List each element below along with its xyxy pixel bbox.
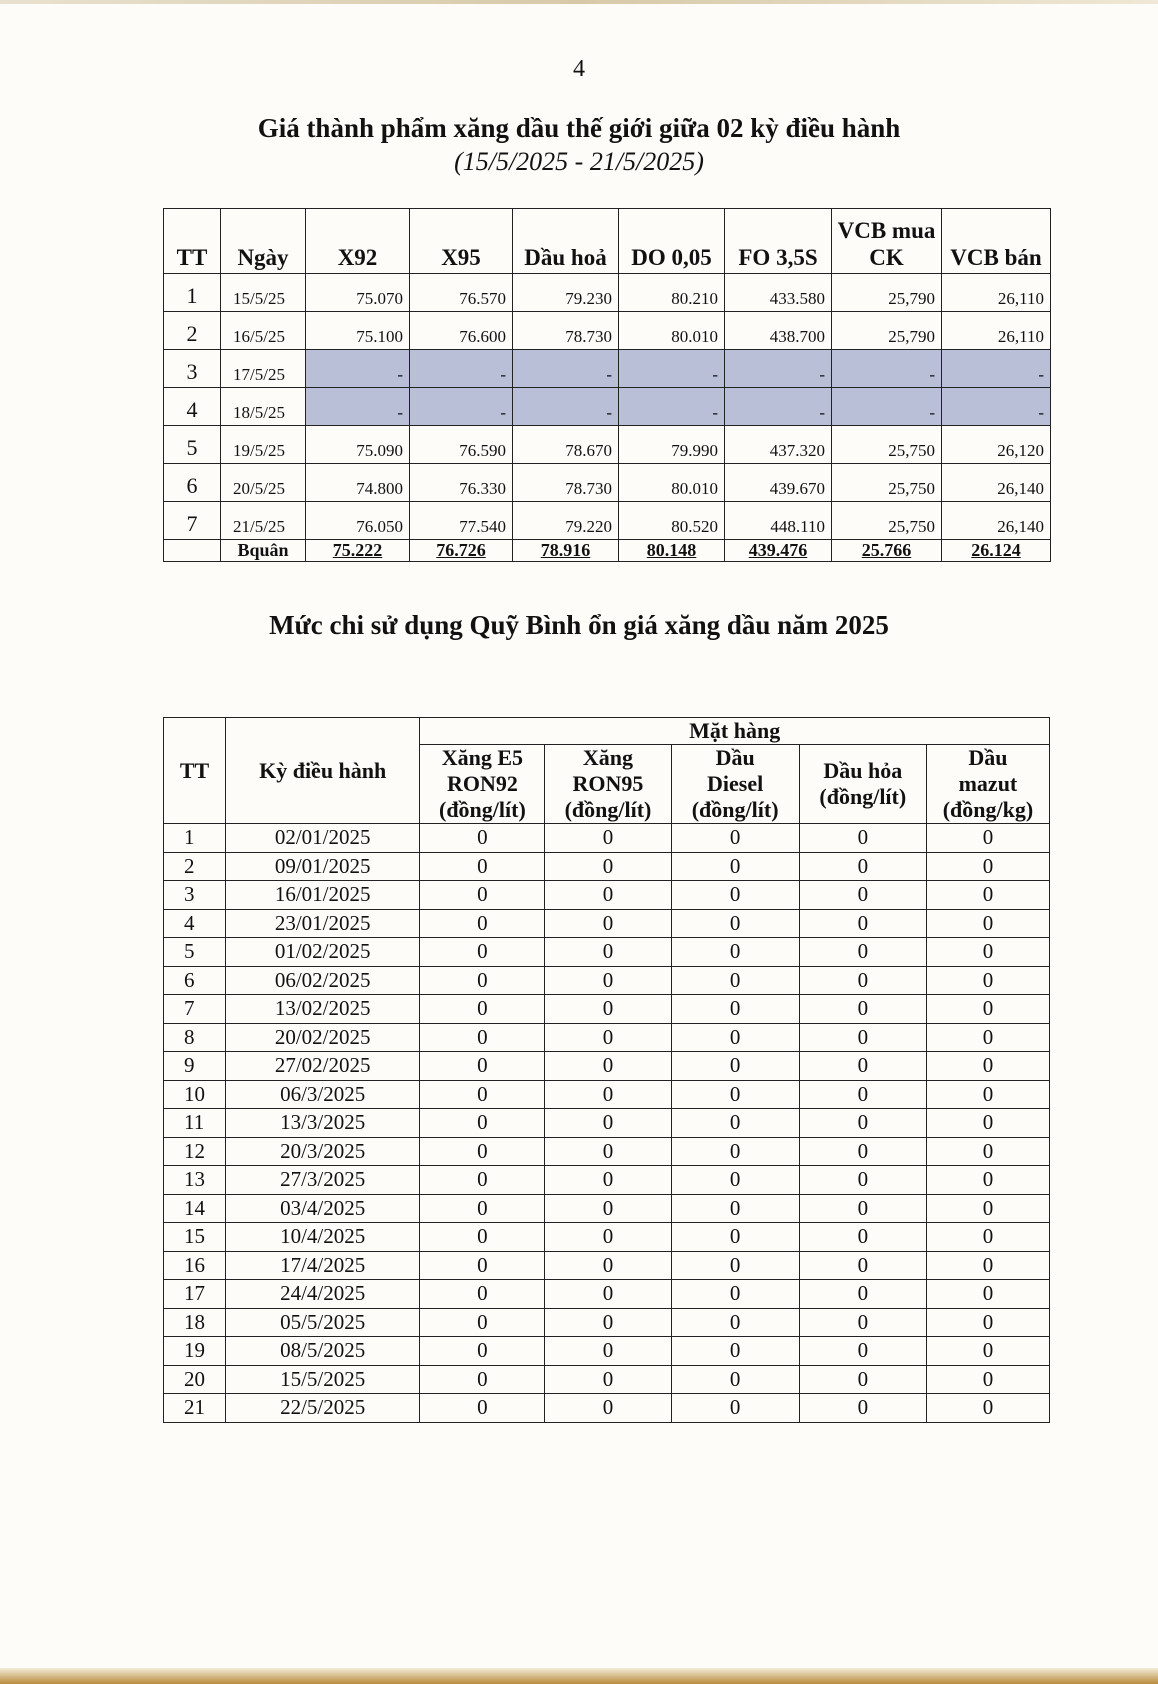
fund-cell: 0: [545, 1023, 671, 1052]
fund-cell: 0: [926, 1280, 1049, 1309]
fund-cell: 0: [545, 938, 671, 967]
row-tt: 7: [164, 502, 221, 540]
fund-cell: 0: [926, 995, 1049, 1024]
fund-cell: 0: [799, 1052, 926, 1081]
price-cell: 76.570: [410, 274, 513, 312]
row-period: 24/4/2025: [226, 1280, 420, 1309]
row-tt: 6: [164, 464, 221, 502]
stabilization-fund-table: [163, 717, 1050, 1423]
fund-cell: 0: [545, 1052, 671, 1081]
row-period: 27/02/2025: [226, 1052, 420, 1081]
table-row: [164, 350, 1051, 388]
header-product-line: (đồng/kg): [942, 797, 1034, 822]
fund-cell: 0: [926, 1223, 1049, 1252]
table-row: [164, 1365, 1050, 1394]
world-price-table: [163, 208, 1051, 562]
fund-cell: 0: [671, 1137, 799, 1166]
price-cell: 438.700: [725, 312, 832, 350]
fund-cell: 0: [545, 1080, 671, 1109]
price-cell: -: [410, 388, 513, 426]
fund-cell: 0: [420, 1137, 545, 1166]
row-period: 27/3/2025: [226, 1166, 420, 1195]
price-cell: 26,140: [942, 502, 1051, 540]
row-tt: 20: [164, 1365, 226, 1394]
fund-cell: 0: [420, 1194, 545, 1223]
fund-cell: 0: [420, 881, 545, 910]
fund-cell: 0: [671, 995, 799, 1024]
header-vcb-buy: VCB mua CK: [832, 209, 942, 274]
row-date: 20/5/25: [221, 464, 306, 502]
table-row: [164, 1394, 1050, 1423]
fund-cell: 0: [420, 1080, 545, 1109]
row-tt: 10: [164, 1080, 226, 1109]
price-cell: -: [619, 350, 725, 388]
table-row: [164, 426, 1051, 464]
price-cell: 437.320: [725, 426, 832, 464]
fund-cell: 0: [926, 938, 1049, 967]
row-tt: 19: [164, 1337, 226, 1366]
header-product-line: (đồng/lít): [564, 797, 652, 822]
fund-cell: 0: [926, 1166, 1049, 1195]
page-number: 4: [573, 56, 585, 82]
fund-cell: 0: [420, 1280, 545, 1309]
row-tt: 3: [164, 350, 221, 388]
fund-cell: 0: [671, 1166, 799, 1195]
fund-cell: 0: [420, 1052, 545, 1081]
fund-cell: 0: [545, 1394, 671, 1423]
row-period: 23/01/2025: [226, 909, 420, 938]
paper-bottom-edge: [0, 1668, 1158, 1684]
header-product-line: Dầu hỏa: [823, 758, 903, 783]
price-cell: 76.600: [410, 312, 513, 350]
price-cell: -: [942, 350, 1051, 388]
price-cell: 26,110: [942, 274, 1051, 312]
header-tt: TT: [164, 209, 221, 274]
fund-cell: 0: [545, 852, 671, 881]
fund-cell: 0: [926, 881, 1049, 910]
fund-cell: 0: [671, 938, 799, 967]
header-product: [671, 745, 799, 824]
table-row: [164, 1137, 1050, 1166]
fund-cell: 0: [799, 1365, 926, 1394]
table-row: [164, 1308, 1050, 1337]
row-tt: 3: [164, 881, 226, 910]
fund-cell: 0: [671, 1052, 799, 1081]
average-cell: 78.916: [513, 540, 619, 562]
fund-cell: 0: [926, 1080, 1049, 1109]
fund-cell: 0: [671, 909, 799, 938]
row-period: 13/02/2025: [226, 995, 420, 1024]
row-period: 01/02/2025: [226, 938, 420, 967]
fund-cell: 0: [671, 1308, 799, 1337]
price-cell: 433.580: [725, 274, 832, 312]
fund-cell: 0: [420, 1308, 545, 1337]
average-tt-cell: [164, 540, 221, 562]
fund-cell: 0: [799, 1109, 926, 1138]
row-period: 06/3/2025: [226, 1080, 420, 1109]
fund-cell: 0: [545, 1109, 671, 1138]
price-cell: 80.210: [619, 274, 725, 312]
fund-cell: 0: [799, 1337, 926, 1366]
row-tt: 18: [164, 1308, 226, 1337]
fund-cell: 0: [799, 995, 926, 1024]
fund-cell: 0: [671, 881, 799, 910]
fund-cell: 0: [420, 1023, 545, 1052]
fund-cell: 0: [799, 1194, 926, 1223]
row-date: 21/5/25: [221, 502, 306, 540]
fund-cell: 0: [545, 1166, 671, 1195]
price-cell: -: [513, 350, 619, 388]
fund-cell: 0: [545, 1337, 671, 1366]
fund-cell: 0: [926, 909, 1049, 938]
table-row: [164, 1223, 1050, 1252]
header-product: [545, 745, 671, 824]
price-cell: 79.220: [513, 502, 619, 540]
table-row: [164, 852, 1050, 881]
price-cell: 79.990: [619, 426, 725, 464]
fund-cell: 0: [420, 1223, 545, 1252]
row-tt: 7: [164, 995, 226, 1024]
fund-cell: 0: [799, 1080, 926, 1109]
price-cell: 80.010: [619, 312, 725, 350]
average-label: Bquân: [221, 540, 306, 562]
fund-cell: 0: [799, 1394, 926, 1423]
row-tt: 1: [164, 824, 226, 853]
row-date: 19/5/25: [221, 426, 306, 464]
fund-cell: 0: [926, 852, 1049, 881]
fund-cell: 0: [926, 1365, 1049, 1394]
header-product: [926, 745, 1049, 824]
table-row: [164, 274, 1051, 312]
fund-cell: 0: [926, 1194, 1049, 1223]
header-period: Kỳ điều hành: [226, 718, 420, 824]
fund-cell: 0: [420, 1109, 545, 1138]
average-cell: 26.124: [942, 540, 1051, 562]
price-cell: 77.540: [410, 502, 513, 540]
price-cell: -: [832, 350, 942, 388]
fund-cell: 0: [926, 1023, 1049, 1052]
header-tt: TT: [164, 718, 226, 824]
price-cell: 448.110: [725, 502, 832, 540]
header-product-line: (đồng/lít): [819, 784, 907, 809]
fund-cell: 0: [420, 995, 545, 1024]
row-date: 18/5/25: [221, 388, 306, 426]
price-cell: 76.330: [410, 464, 513, 502]
fund-cell: 0: [799, 966, 926, 995]
header-product-line: Xăng: [582, 745, 634, 770]
header-date: Ngày: [221, 209, 306, 274]
price-cell: 25,790: [832, 274, 942, 312]
fund-cell: 0: [926, 1308, 1049, 1337]
header-product-line: Xăng E5: [441, 745, 524, 770]
fund-cell: 0: [926, 1052, 1049, 1081]
fund-cell: 0: [420, 938, 545, 967]
fund-cell: 0: [545, 1223, 671, 1252]
row-tt: 15: [164, 1223, 226, 1252]
row-period: 16/01/2025: [226, 881, 420, 910]
fund-cell: 0: [420, 1337, 545, 1366]
table-header-row: [164, 209, 1051, 274]
fund-cell: 0: [926, 1109, 1049, 1138]
fund-cell: 0: [420, 1166, 545, 1195]
price-cell: 75.070: [306, 274, 410, 312]
table-row: [164, 938, 1050, 967]
table-row: [164, 1194, 1050, 1223]
fund-cell: 0: [799, 881, 926, 910]
price-cell: 25,750: [832, 426, 942, 464]
header-product-line: (đồng/lít): [691, 797, 779, 822]
row-tt: 17: [164, 1280, 226, 1309]
fund-cell: 0: [671, 1194, 799, 1223]
price-cell: 78.670: [513, 426, 619, 464]
price-cell: -: [513, 388, 619, 426]
header-product-line: RON95: [572, 771, 644, 796]
table-row: [164, 1052, 1050, 1081]
row-tt: 14: [164, 1194, 226, 1223]
price-cell: -: [306, 350, 410, 388]
fund-cell: 0: [545, 1137, 671, 1166]
table-row: [164, 1166, 1050, 1195]
row-tt: 9: [164, 1052, 226, 1081]
fund-cell: 0: [671, 1365, 799, 1394]
row-period: 22/5/2025: [226, 1394, 420, 1423]
paper-top-edge: [0, 0, 1158, 4]
fund-cell: 0: [799, 909, 926, 938]
row-tt: 2: [164, 852, 226, 881]
table-row: [164, 881, 1050, 910]
fund-cell: 0: [420, 852, 545, 881]
price-cell: 74.800: [306, 464, 410, 502]
price-cell: 75.090: [306, 426, 410, 464]
fund-cell: 0: [545, 1194, 671, 1223]
fund-cell: 0: [671, 824, 799, 853]
fund-cell: 0: [545, 1365, 671, 1394]
fund-cell: 0: [926, 1337, 1049, 1366]
fund-cell: 0: [671, 852, 799, 881]
row-date: 17/5/25: [221, 350, 306, 388]
fund-cell: 0: [420, 966, 545, 995]
price-cell: -: [619, 388, 725, 426]
fund-cell: 0: [671, 1251, 799, 1280]
table-row: [164, 1337, 1050, 1366]
row-tt: 11: [164, 1109, 226, 1138]
row-period: 10/4/2025: [226, 1223, 420, 1252]
table-row: [164, 312, 1051, 350]
fund-cell: 0: [671, 1337, 799, 1366]
header-x92: X92: [306, 209, 410, 274]
fund-cell: 0: [420, 1394, 545, 1423]
fund-cell: 0: [926, 824, 1049, 853]
fund-cell: 0: [420, 824, 545, 853]
fund-cell: 0: [671, 1280, 799, 1309]
header-vcb-sell: VCB bán: [942, 209, 1051, 274]
header-product-line: Dầu: [968, 745, 1008, 770]
row-period: 02/01/2025: [226, 824, 420, 853]
row-tt: 5: [164, 426, 221, 464]
fund-cell: 0: [926, 1251, 1049, 1280]
row-tt: 13: [164, 1166, 226, 1195]
average-cell: 75.222: [306, 540, 410, 562]
header-products-group: Mặt hàng: [420, 718, 1050, 745]
row-period: 13/3/2025: [226, 1109, 420, 1138]
fund-cell: 0: [545, 1280, 671, 1309]
fund-cell: 0: [420, 1365, 545, 1394]
header-x95: X95: [410, 209, 513, 274]
fund-cell: 0: [799, 852, 926, 881]
price-cell: 78.730: [513, 464, 619, 502]
table-row: [164, 1109, 1050, 1138]
fund-cell: 0: [799, 1137, 926, 1166]
fund-cell: 0: [671, 966, 799, 995]
header-do: DO 0,05: [619, 209, 725, 274]
header-product-line: mazut: [958, 771, 1018, 796]
row-tt: 6: [164, 966, 226, 995]
fund-cell: 0: [545, 1308, 671, 1337]
table-row: [164, 464, 1051, 502]
fund-cell: 0: [926, 1137, 1049, 1166]
average-cell: 25.766: [832, 540, 942, 562]
row-period: 05/5/2025: [226, 1308, 420, 1337]
section2-title: Mức chi sử dụng Quỹ Bình ổn giá xăng dầu năm 2025: [269, 610, 889, 640]
header-product-line: Dầu: [715, 745, 755, 770]
price-cell: -: [410, 350, 513, 388]
fund-cell: 0: [799, 1308, 926, 1337]
price-cell: 26,110: [942, 312, 1051, 350]
row-date: 16/5/25: [221, 312, 306, 350]
fund-cell: 0: [420, 1251, 545, 1280]
price-cell: 439.670: [725, 464, 832, 502]
header-product-line: RON92: [446, 771, 518, 796]
header-fo: FO 3,5S: [725, 209, 832, 274]
average-cell: 439.476: [725, 540, 832, 562]
row-tt: 1: [164, 274, 221, 312]
fund-cell: 0: [799, 1166, 926, 1195]
row-tt: 2: [164, 312, 221, 350]
average-cell: 76.726: [410, 540, 513, 562]
average-row: [164, 540, 1051, 562]
price-cell: 25,790: [832, 312, 942, 350]
price-cell: 25,750: [832, 464, 942, 502]
fund-cell: 0: [671, 1223, 799, 1252]
fund-cell: 0: [671, 1394, 799, 1423]
fund-cell: 0: [799, 1280, 926, 1309]
fund-cell: 0: [799, 1223, 926, 1252]
price-cell: -: [725, 350, 832, 388]
price-cell: -: [306, 388, 410, 426]
fund-cell: 0: [671, 1109, 799, 1138]
price-cell: -: [942, 388, 1051, 426]
fund-cell: 0: [926, 966, 1049, 995]
price-cell: 80.010: [619, 464, 725, 502]
row-period: 09/01/2025: [226, 852, 420, 881]
row-period: 17/4/2025: [226, 1251, 420, 1280]
price-cell: 26,140: [942, 464, 1051, 502]
row-tt: 8: [164, 1023, 226, 1052]
fund-cell: 0: [545, 909, 671, 938]
price-cell: 75.100: [306, 312, 410, 350]
fund-cell: 0: [671, 1080, 799, 1109]
fund-cell: 0: [545, 1251, 671, 1280]
header-product: [799, 745, 926, 824]
header-kerosene: Dầu hoả: [513, 209, 619, 274]
row-period: 20/02/2025: [226, 1023, 420, 1052]
table-row: [164, 909, 1050, 938]
fund-cell: 0: [545, 881, 671, 910]
row-tt: 16: [164, 1251, 226, 1280]
header-product: [420, 745, 545, 824]
table-row: [164, 502, 1051, 540]
row-tt: 12: [164, 1137, 226, 1166]
average-cell: 80.148: [619, 540, 725, 562]
fund-cell: 0: [799, 1251, 926, 1280]
row-period: 06/02/2025: [226, 966, 420, 995]
row-date: 15/5/25: [221, 274, 306, 312]
price-cell: 79.230: [513, 274, 619, 312]
fund-cell: 0: [545, 824, 671, 853]
row-period: 20/3/2025: [226, 1137, 420, 1166]
table-row: [164, 388, 1051, 426]
table-row: [164, 1280, 1050, 1309]
row-period: 03/4/2025: [226, 1194, 420, 1223]
fund-cell: 0: [671, 1023, 799, 1052]
price-cell: -: [725, 388, 832, 426]
fund-cell: 0: [799, 1023, 926, 1052]
table-row: [164, 824, 1050, 853]
header-product-line: Diesel: [707, 771, 764, 796]
price-cell: 76.050: [306, 502, 410, 540]
price-cell: 80.520: [619, 502, 725, 540]
fund-cell: 0: [420, 909, 545, 938]
fund-cell: 0: [799, 824, 926, 853]
price-cell: 25,750: [832, 502, 942, 540]
table-header-row: [164, 718, 1050, 745]
row-period: 15/5/2025: [226, 1365, 420, 1394]
price-cell: 78.730: [513, 312, 619, 350]
table-row: [164, 1080, 1050, 1109]
header-product-line: (đồng/lít): [439, 797, 526, 822]
table-row: [164, 995, 1050, 1024]
price-cell: 26,120: [942, 426, 1051, 464]
table-row: [164, 1023, 1050, 1052]
row-tt: 4: [164, 388, 221, 426]
table-row: [164, 966, 1050, 995]
row-tt: 5: [164, 938, 226, 967]
price-cell: 76.590: [410, 426, 513, 464]
row-tt: 4: [164, 909, 226, 938]
row-period: 08/5/2025: [226, 1337, 420, 1366]
fund-cell: 0: [545, 966, 671, 995]
fund-cell: 0: [799, 938, 926, 967]
section1-subtitle: (15/5/2025 - 21/5/2025): [454, 147, 704, 176]
price-cell: -: [832, 388, 942, 426]
fund-cell: 0: [926, 1394, 1049, 1423]
fund-cell: 0: [545, 995, 671, 1024]
section1-title: Giá thành phẩm xăng dầu thế giới giữa 02 kỳ điều hành: [257, 113, 901, 143]
table-row: [164, 1251, 1050, 1280]
row-tt: 21: [164, 1394, 226, 1423]
